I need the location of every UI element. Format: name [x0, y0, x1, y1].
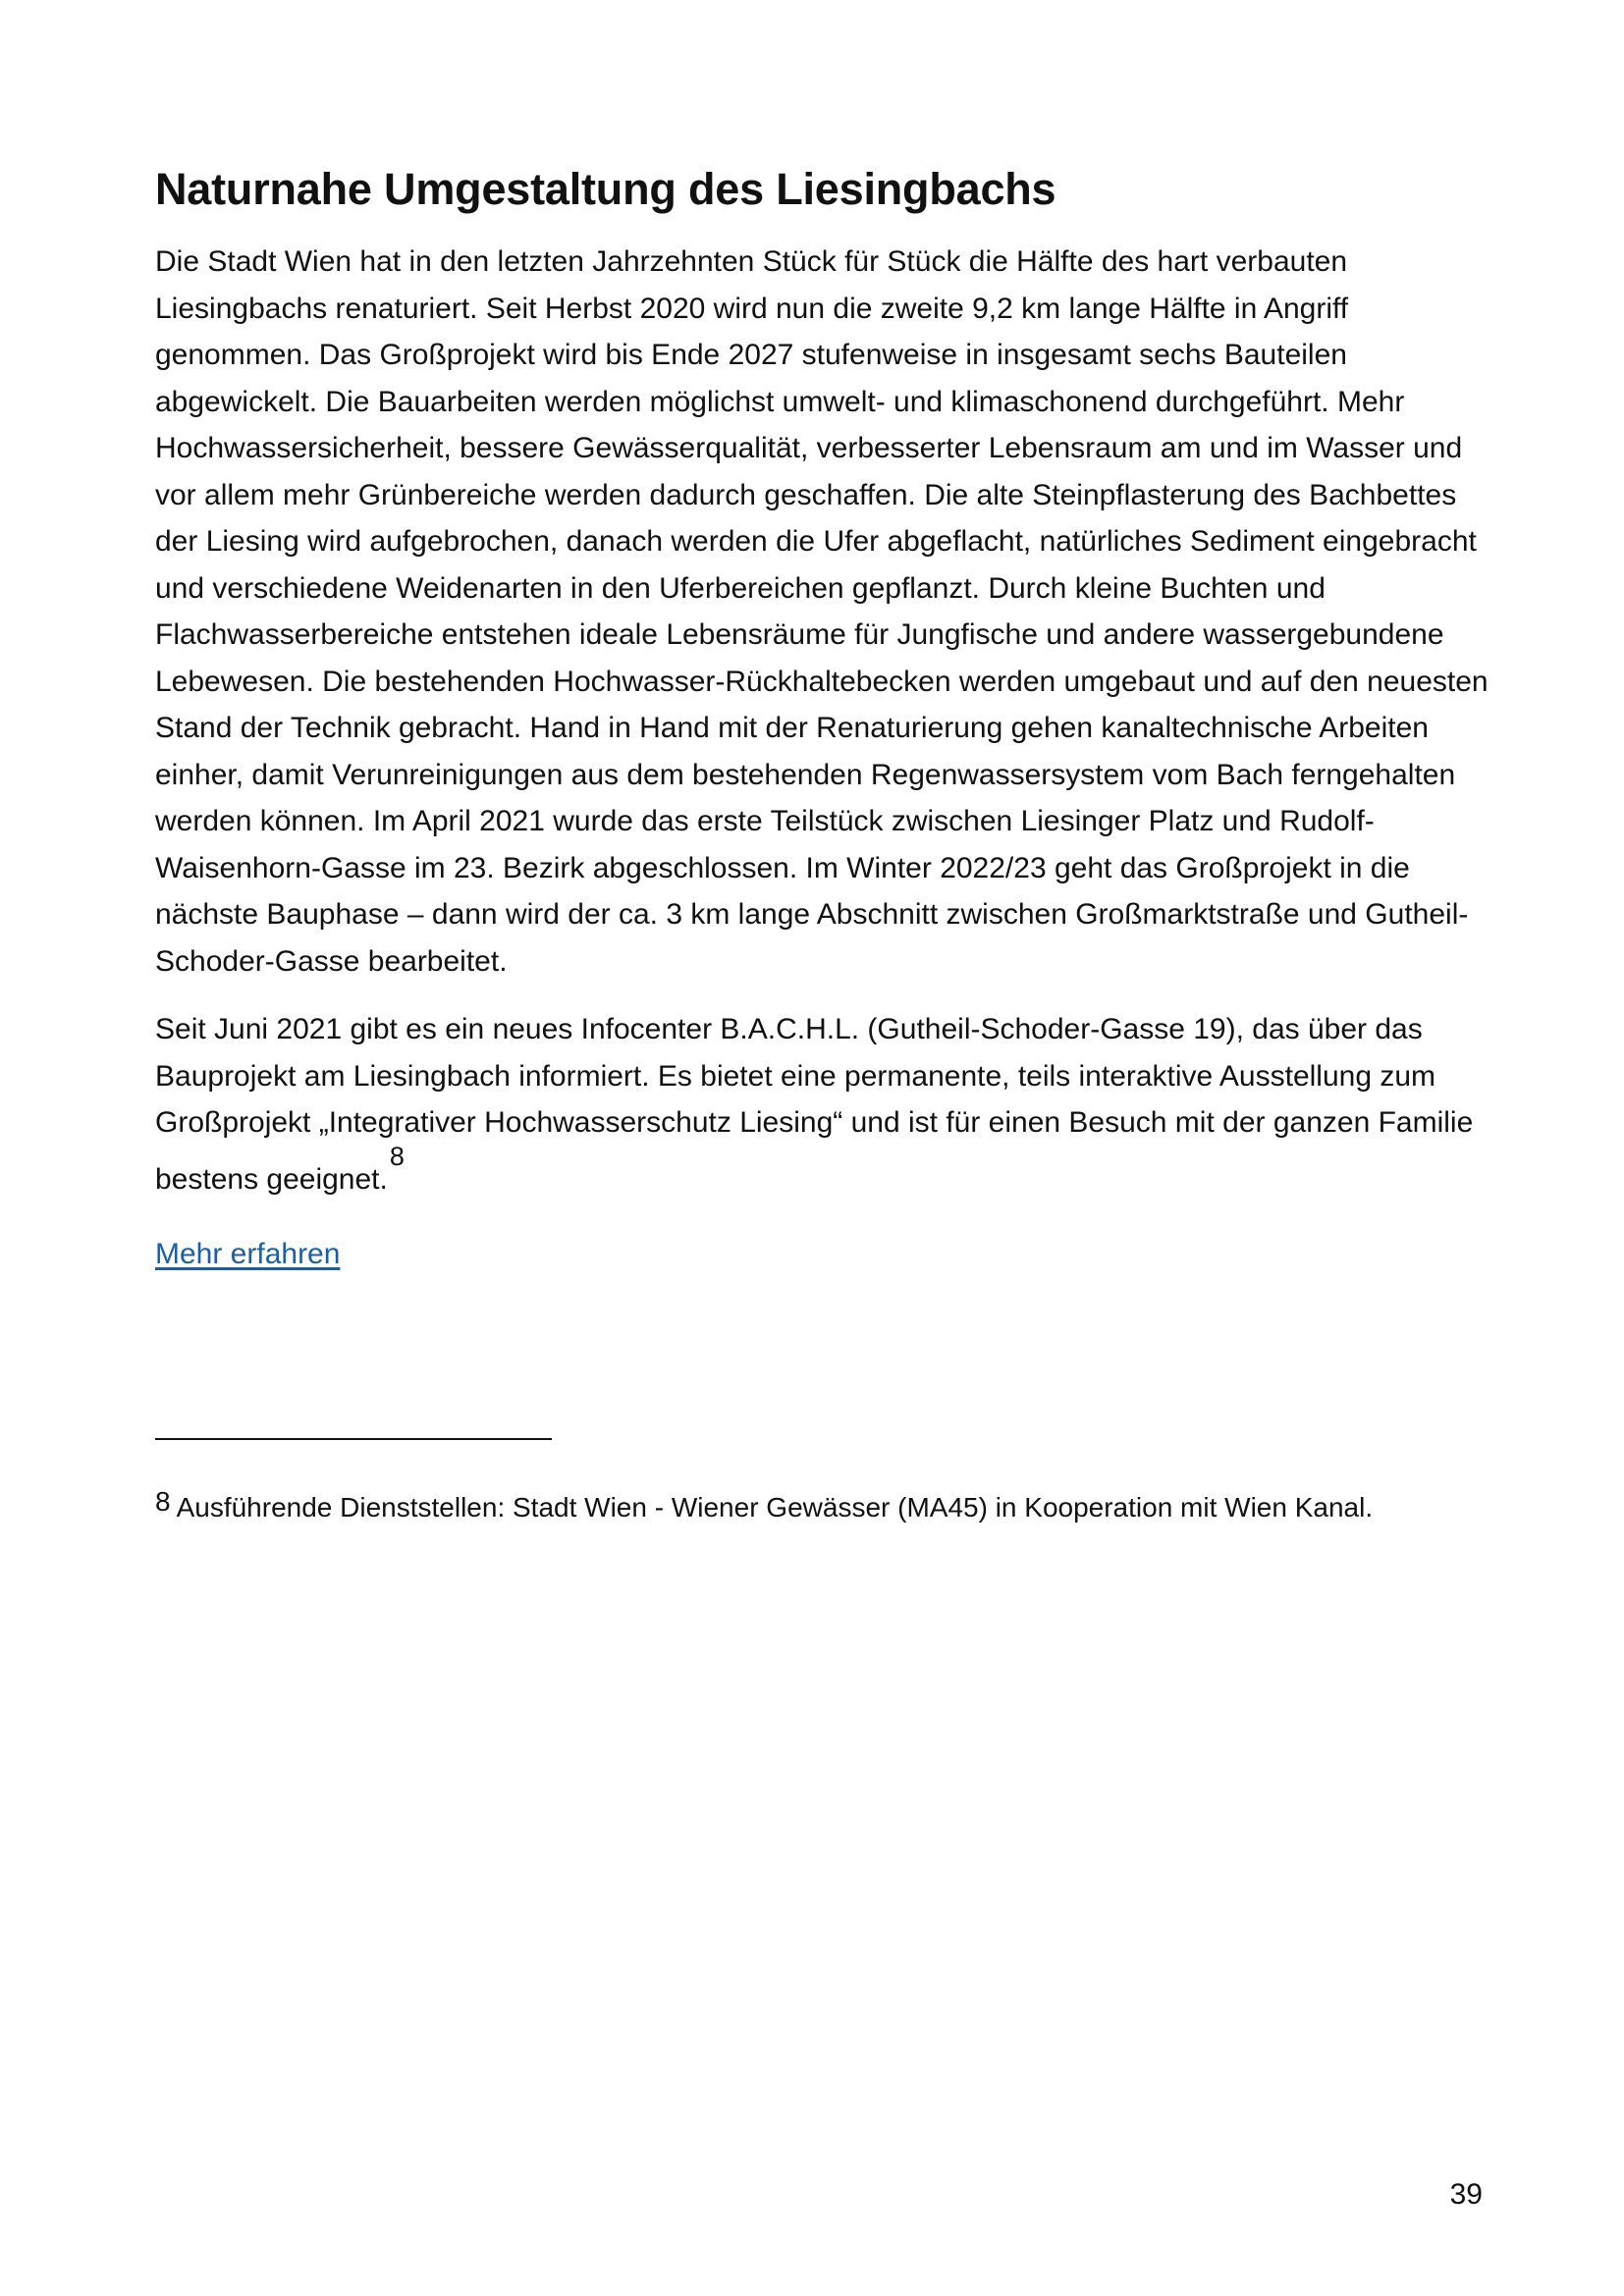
- page-number: 39: [1449, 2178, 1483, 2211]
- footnote: [155, 1488, 1490, 1527]
- footnote-reference[interactable]: 8: [389, 1141, 405, 1171]
- footnote-number: 8: [155, 1486, 171, 1517]
- body-paragraph-renaturierung: Die Stadt Wien hat in den letzten Jahrzehnten Stück für Stück die Hälfte des hart verbauten Liesingbachs renaturiert. Seit Herbst 2020 wird nun die zweite 9,2 km lange Hälfte in Angriff genommen. Das Großprojekt wird bis Ende 2027 stufenweise in insgesamt sechs Bauteilen abgewickelt. Die Bauarbeiten werden möglichst umwelt- und klimaschonend durchgeführt. Mehr Hochwassersicherheit, bessere Gewässerqualität, verbesserter Lebensraum am und im Wasser und vor allem mehr Grünbereiche werden dadurch geschaffen. Die alte Steinpflasterung des Bachbettes der Liesing wird aufgebrochen, danach werden die Ufer abgeflacht, natürliches Sediment eingebracht und verschiedene Weidenarten in den Uferbereichen gepflanzt. Durch kleine Buchten und Flachwasserbereiche entstehen ideale Lebensräume für Jungfische und andere wassergebundene Lebewesen. Die bestehenden Hochwasser-Rückhaltebecken werden umgebaut und auf den neuesten Stand der Technik gebracht. Hand in Hand mit der Renaturierung gehen kanaltechnische Arbeiten einher, damit Verunreinigungen aus dem bestehenden Regenwassersystem vom Bach ferngehalten werden können. Im April 2021 wurde das erste Teilstück zwischen Liesinger Platz und Rudolf-Waisenhorn-Gasse im 23. Bezirk abgeschlossen. Im Winter 2022/23 geht das Großprojekt in die nächste Bauphase – dann wird der ca. 3 km lange Abschnitt zwischen Großmarktstraße und Gutheil-Schoder-Gasse bearbeitet.: [155, 245, 1489, 978]
- section-heading: Naturnahe Umgestaltung des Liesingbachs: [155, 164, 1056, 214]
- footnote-text: Ausführende Dienststellen: Stadt Wien - Wiener Gewässer (MA45) in Kooperation mit Wien Kanal.: [176, 1492, 1374, 1522]
- body-paragraph-infocenter: [155, 1006, 1490, 1202]
- main-content: [155, 160, 1490, 1274]
- learn-more-link[interactable]: Mehr erfahren: [155, 1238, 341, 1270]
- infocenter-text: Seit Juni 2021 gibt es ein neues Infocenter B.A.C.H.L. (Gutheil-Schoder-Gasse 19), das über das Bauprojekt am Liesingbach informiert. Es bietet eine permanente, teils interaktive Ausstellung zum Großprojekt „Integrativer Hochwasserschutz Liesing“ und ist für einen Besuch mit der ganzen Familie bestens geeignet.: [155, 1013, 1474, 1196]
- footnote-divider: [155, 1438, 552, 1440]
